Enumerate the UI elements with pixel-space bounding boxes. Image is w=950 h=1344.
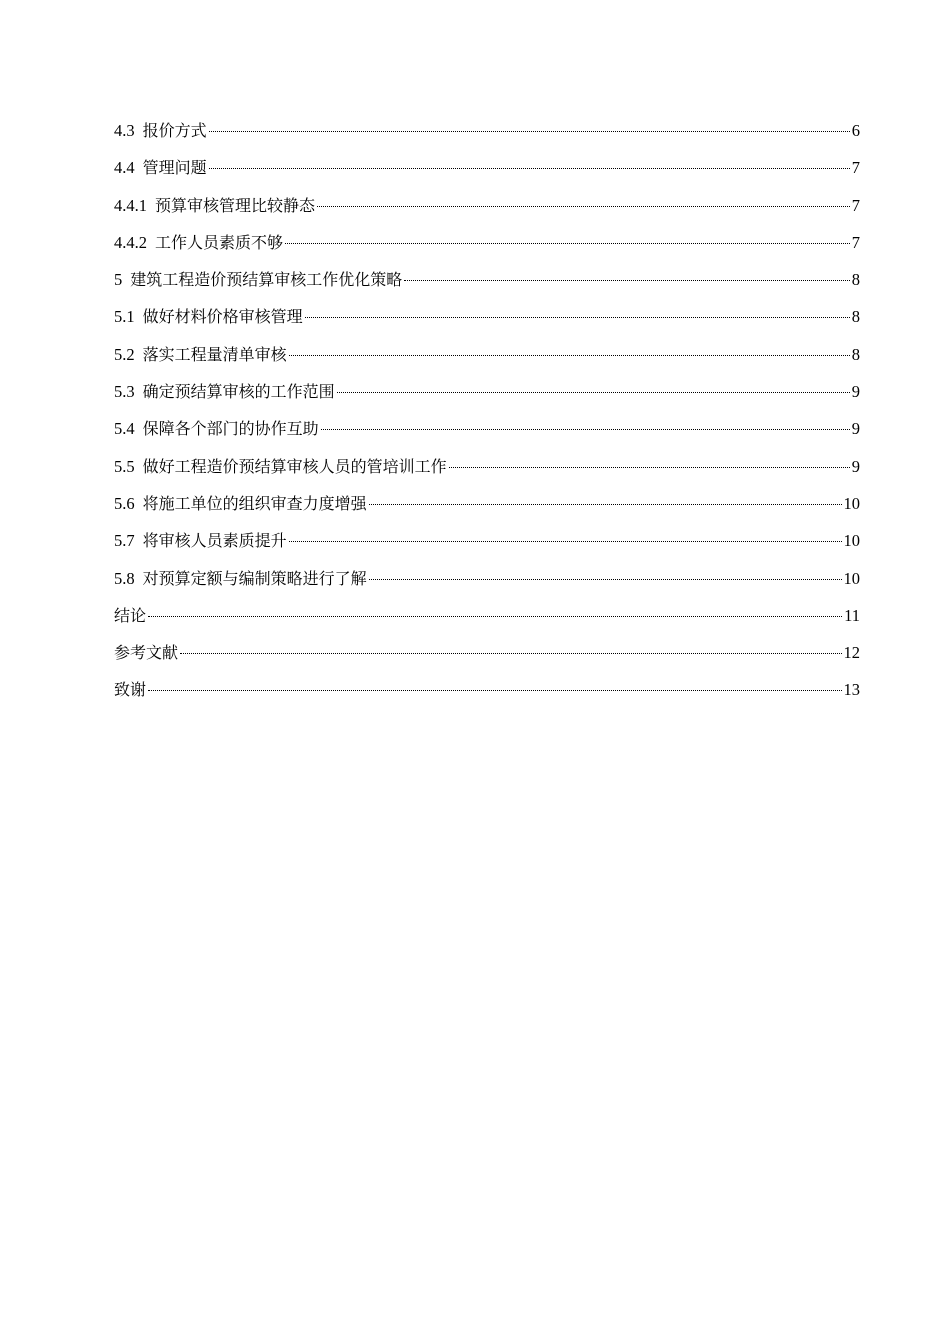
toc-dot-leader xyxy=(369,579,842,580)
toc-dot-leader xyxy=(289,355,850,356)
toc-entry-references[interactable] xyxy=(114,641,860,678)
toc-entry-title: 做好材料价格审核管理 xyxy=(142,307,303,327)
toc-entry-number: 4.4.2 xyxy=(114,232,147,252)
toc-entry-page: 12 xyxy=(843,643,860,663)
toc-entry-5[interactable] xyxy=(114,268,860,305)
toc-entry-number: 5.6 xyxy=(114,493,135,513)
toc-entry-title: 预算审核管理比较静态 xyxy=(155,195,316,215)
toc-entry-page: 8 xyxy=(851,270,860,290)
toc-dot-leader xyxy=(289,541,842,542)
toc-entry-title: 将施工单位的组织审查力度增强 xyxy=(142,493,367,513)
toc-entry-4-3[interactable] xyxy=(114,119,860,156)
toc-entry-title: 致谢 xyxy=(114,680,147,700)
toc-entry-5-8[interactable] xyxy=(114,567,860,604)
toc-entry-number: 5.4 xyxy=(114,419,135,439)
toc-entry-number: 5.7 xyxy=(114,531,135,551)
toc-entry-title: 工作人员素质不够 xyxy=(155,232,284,252)
toc-dot-leader xyxy=(337,392,850,393)
toc-entry-number: 5 xyxy=(114,270,123,290)
toc-entry-number: 5.2 xyxy=(114,344,135,364)
table-of-contents xyxy=(114,119,860,716)
toc-entry-5-1[interactable] xyxy=(114,305,860,342)
toc-dot-leader xyxy=(449,467,850,468)
toc-entry-5-7[interactable] xyxy=(114,529,860,566)
toc-dot-leader xyxy=(148,616,842,617)
toc-dot-leader xyxy=(148,690,841,691)
toc-entry-title: 报价方式 xyxy=(142,121,207,140)
toc-entry-page: 8 xyxy=(851,344,860,364)
toc-entry-title: 保障各个部门的协作互助 xyxy=(142,419,319,439)
toc-entry-title: 结论 xyxy=(114,605,147,625)
toc-entry-number: 4.3 xyxy=(114,121,135,140)
toc-entry-page: 10 xyxy=(843,568,860,588)
toc-entry-title: 将审核人员素质提升 xyxy=(142,531,287,551)
toc-dot-leader xyxy=(317,206,850,207)
toc-entry-title: 管理问题 xyxy=(142,158,207,178)
toc-dot-leader xyxy=(305,317,850,318)
toc-entry-4-4-2[interactable] xyxy=(114,231,860,268)
toc-entry-page: 10 xyxy=(843,531,860,551)
toc-entry-page: 11 xyxy=(844,605,860,625)
toc-entry-page: 6 xyxy=(851,121,860,140)
toc-entry-title: 落实工程量清单审核 xyxy=(142,344,287,364)
toc-entry-number: 4.4 xyxy=(114,158,135,178)
toc-dot-leader xyxy=(209,168,850,169)
toc-entry-conclusion[interactable] xyxy=(114,604,860,641)
toc-entry-page: 7 xyxy=(851,158,860,178)
toc-dot-leader xyxy=(209,131,850,132)
toc-entry-number: 5.8 xyxy=(114,568,135,588)
toc-entry-title: 建筑工程造价预结算审核工作优化策略 xyxy=(130,270,403,290)
toc-entry-title: 确定预结算审核的工作范围 xyxy=(142,382,335,402)
toc-entry-page: 10 xyxy=(843,493,860,513)
toc-entry-page: 13 xyxy=(843,680,860,700)
toc-entry-page: 9 xyxy=(851,456,860,476)
toc-dot-leader xyxy=(404,280,849,281)
toc-dot-leader xyxy=(180,653,841,654)
toc-dot-leader xyxy=(369,504,842,505)
toc-entry-page: 8 xyxy=(851,307,860,327)
toc-entry-5-4[interactable] xyxy=(114,417,860,454)
toc-entry-4-4-1[interactable] xyxy=(114,194,860,231)
toc-dot-leader xyxy=(321,429,850,430)
toc-entry-acknowledgements[interactable] xyxy=(114,678,860,715)
toc-entry-number: 5.5 xyxy=(114,456,135,476)
toc-dot-leader xyxy=(285,243,850,244)
toc-entry-page: 7 xyxy=(851,232,860,252)
toc-entry-4-4[interactable] xyxy=(114,156,860,193)
toc-entry-5-5[interactable] xyxy=(114,455,860,492)
toc-entry-title: 做好工程造价预结算审核人员的管培训工作 xyxy=(142,456,447,476)
toc-entry-title: 参考文献 xyxy=(114,643,179,663)
toc-entry-5-3[interactable] xyxy=(114,380,860,417)
toc-entry-5-2[interactable] xyxy=(114,343,860,380)
toc-entry-number: 5.3 xyxy=(114,382,135,402)
toc-entry-number: 4.4.1 xyxy=(114,195,147,215)
toc-entry-number: 5.1 xyxy=(114,307,135,327)
toc-entry-page: 7 xyxy=(851,195,860,215)
toc-entry-page: 9 xyxy=(851,419,860,439)
toc-entry-5-6[interactable] xyxy=(114,492,860,529)
toc-entry-title: 对预算定额与编制策略进行了解 xyxy=(142,568,367,588)
toc-entry-page: 9 xyxy=(851,382,860,402)
